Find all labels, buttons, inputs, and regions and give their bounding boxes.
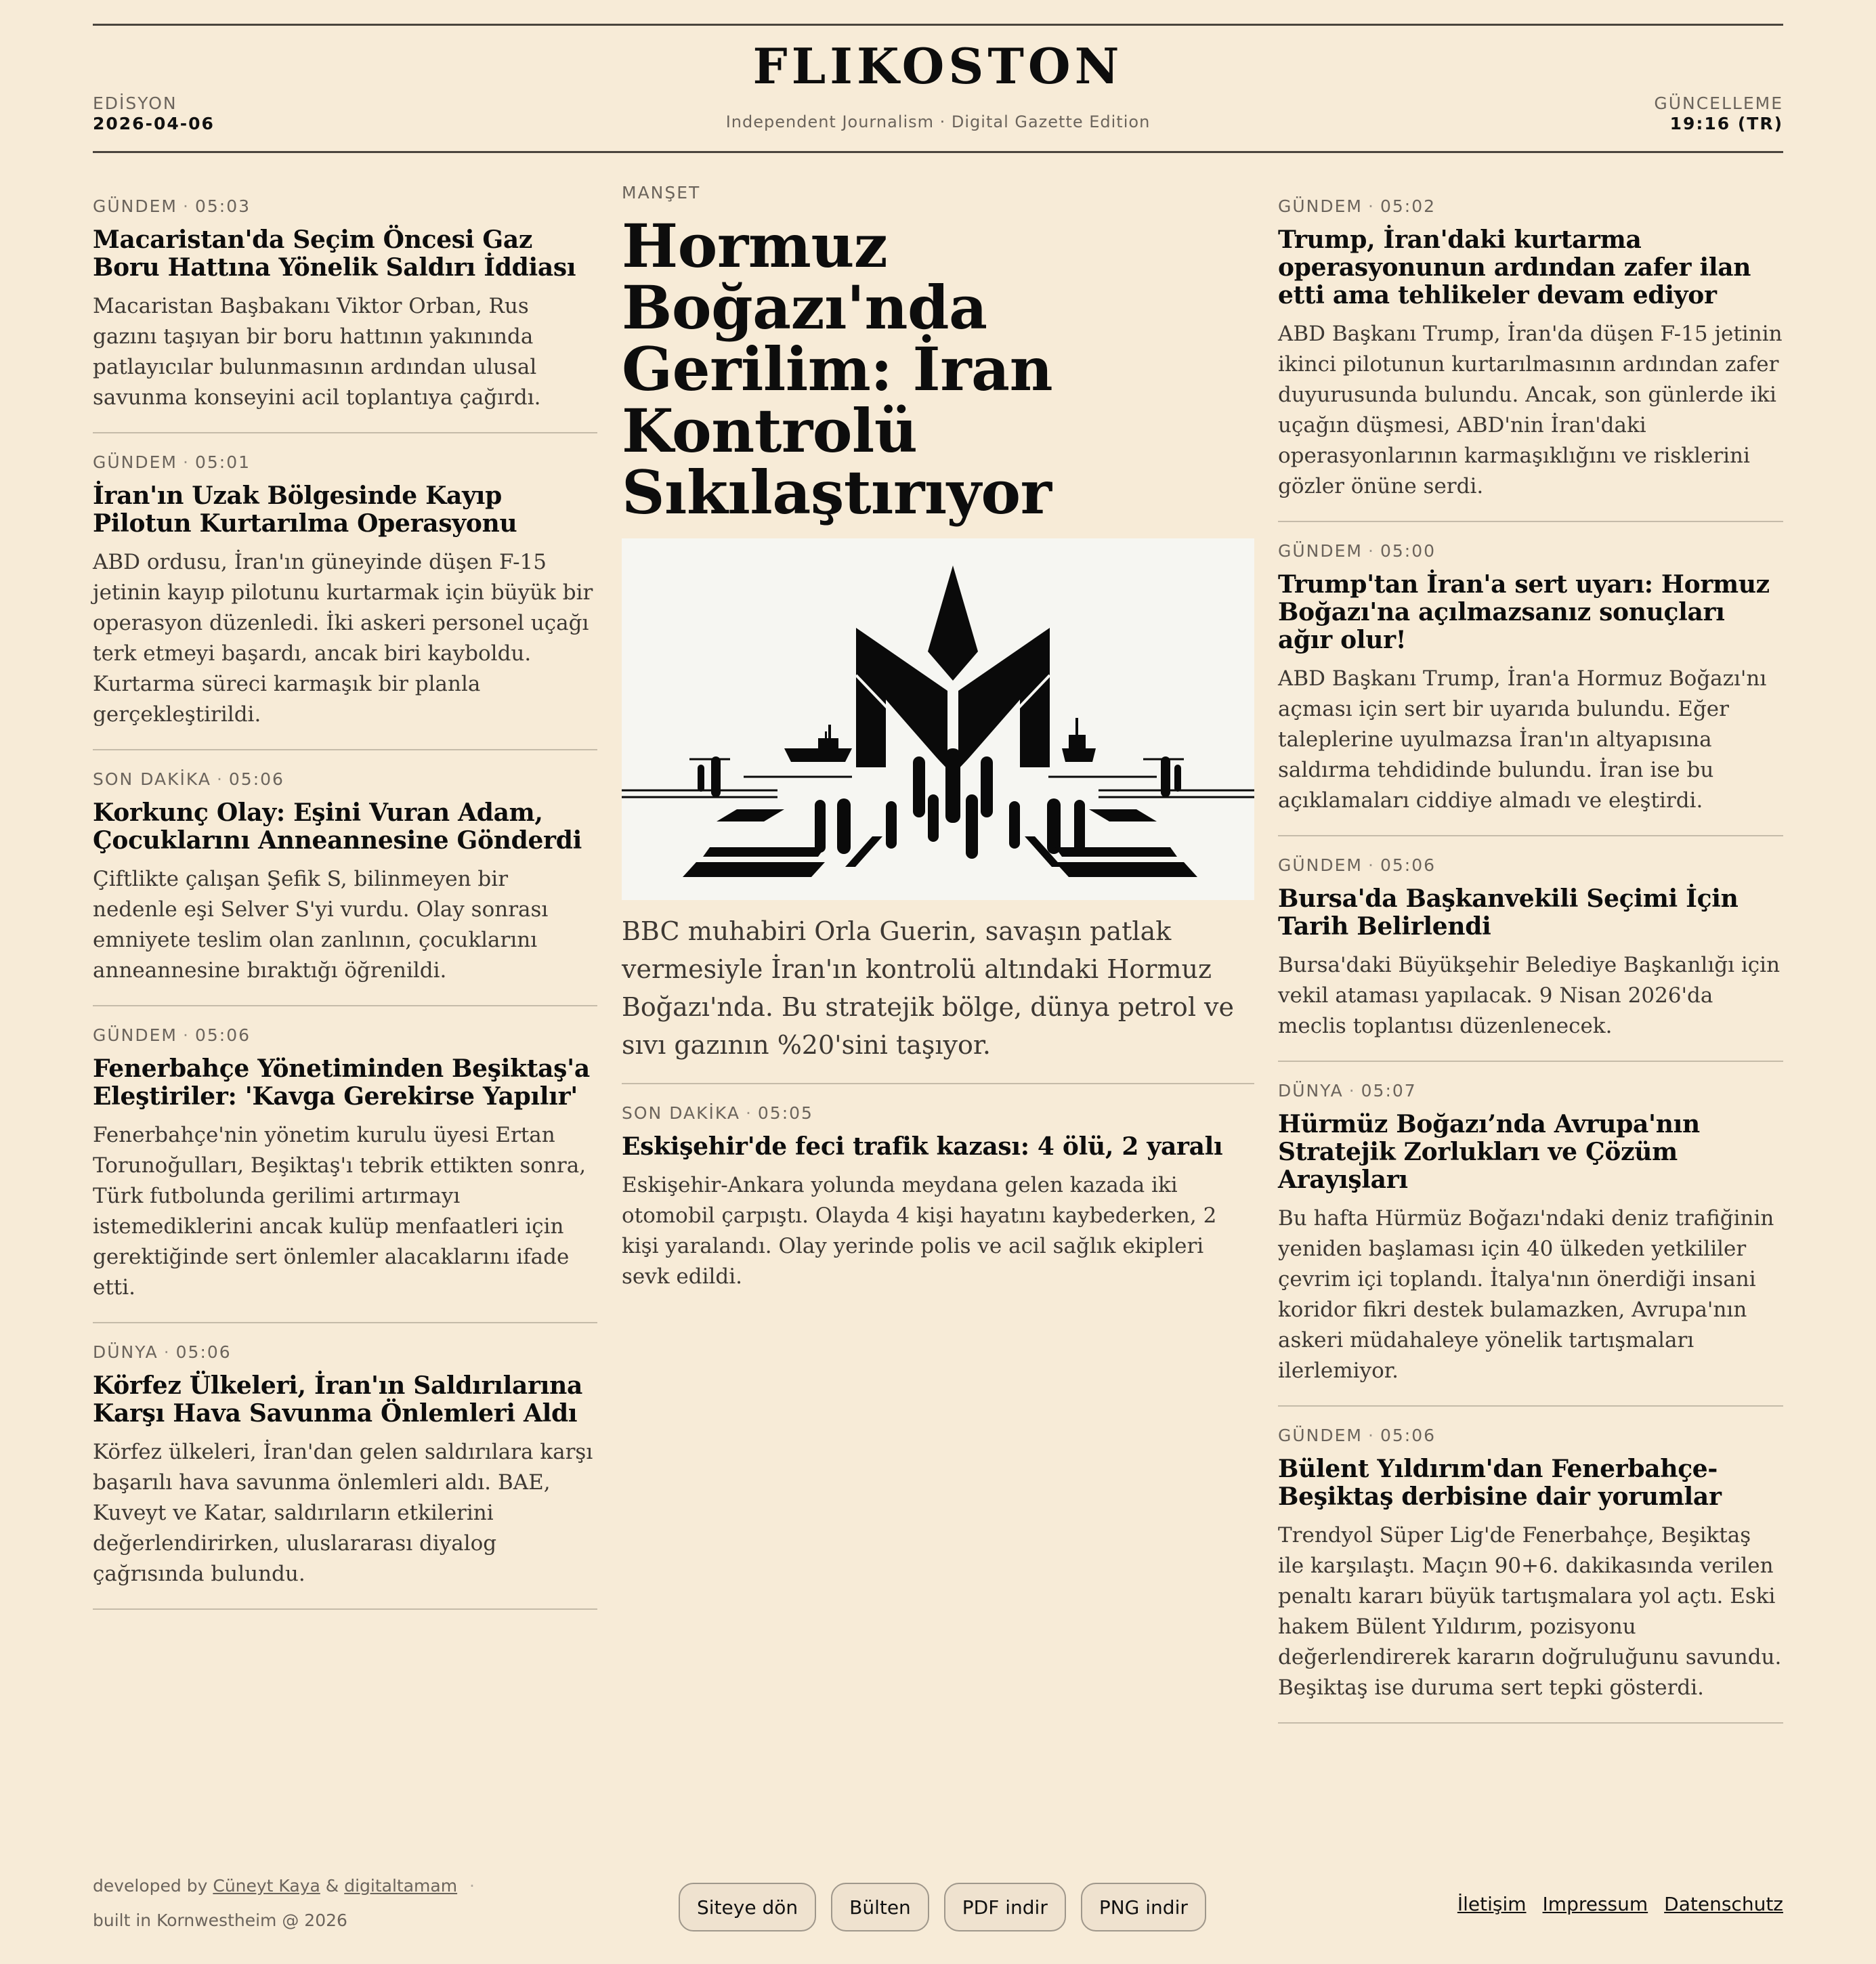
left-column xyxy=(93,196,597,1629)
story-time: 05:03 xyxy=(194,196,251,216)
story-card[interactable] xyxy=(93,1342,597,1610)
organization-link[interactable]: digitaltamam xyxy=(344,1876,458,1896)
story-time: 05:01 xyxy=(194,452,251,472)
kicker-separator: · xyxy=(183,196,190,216)
story-headline[interactable]: Trump, İran'daki kurtarma operasyonunun ardından zafer ilan etti ama tehlikeler devam ediyor xyxy=(1278,226,1751,309)
story-headline[interactable]: Macaristan'da Seçim Öncesi Gaz Boru Hattına Yönelik Saldırı İddiası xyxy=(93,226,576,282)
update-time: 19:16 (TR) xyxy=(1669,114,1783,133)
story-card[interactable] xyxy=(622,1103,1254,1292)
story-summary: Macaristan Başbakanı Viktor Orban, Rus gazını taşıyan bir boru hattının yakınında patlayıcılar bulunmasının ardından ulusal savunma konseyini acil toplantıya çağırdı. xyxy=(93,294,541,410)
story-time: 05:06 xyxy=(175,1342,232,1362)
story-category: DÜNYA xyxy=(93,1342,158,1362)
story-card[interactable] xyxy=(1278,196,1783,522)
kicker-separator: · xyxy=(1368,1426,1375,1445)
story-summary: Bu hafta Hürmüz Boğazı'ndaki deniz trafiğinin yeniden başlaması için 40 ülkeden yetkililer çevrim içi toplandı. İtalya'nın önerdiği insani koridor fikri destek bulamazken, Avrupa'nın askeri müdahaleye yönelik tartışmaları ilerlemiyor. xyxy=(1278,1206,1774,1383)
privacy-link[interactable]: Datenschutz xyxy=(1664,1893,1783,1915)
kicker-separator: · xyxy=(163,1342,171,1362)
back-to-site-button[interactable]: Siteye dön xyxy=(679,1883,816,1931)
kicker-separator: · xyxy=(1368,855,1375,875)
story-headline[interactable]: Bursa'da Başkanvekili Seçimi İçin Tarih Belirlendi xyxy=(1278,884,1739,941)
story-headline[interactable]: Korkunç Olay: Eşini Vuran Adam, Çocuklarını Anneannesine Gönderdi xyxy=(93,798,582,855)
story-time: 05:05 xyxy=(757,1103,813,1123)
update-info xyxy=(1654,93,1783,134)
story-time: 05:00 xyxy=(1380,541,1436,561)
story-category: SON DAKİKA xyxy=(622,1103,740,1123)
lead-label: MANŞET xyxy=(622,183,701,202)
update-label: GÜNCELLEME xyxy=(1654,93,1783,113)
footer-links xyxy=(1457,1893,1783,1915)
built-in-text: built in Kornwestheim @ 2026 xyxy=(93,1910,347,1930)
right-column xyxy=(1278,196,1783,1743)
story-card[interactable] xyxy=(93,452,597,750)
edition-label: EDİSYON xyxy=(93,93,177,113)
story-headline[interactable]: Eskişehir'de feci trafik kazası: 4 ölü, 2 yaralı xyxy=(622,1132,1223,1161)
story-card[interactable] xyxy=(1278,541,1783,836)
story-kicker xyxy=(93,196,597,217)
story-headline[interactable]: Trump'tan İran'a sert uyarı: Hormuz Boğazı'na açılmazsanız sonuçları ağır olur! xyxy=(1278,570,1770,654)
footer-credits xyxy=(93,1876,475,1945)
story-kicker xyxy=(1278,1426,1783,1446)
developer-credit xyxy=(93,1876,475,1896)
credit-separator: · xyxy=(469,1876,475,1896)
kicker-separator: · xyxy=(1348,1081,1356,1101)
story-summary: Eskişehir-Ankara yolunda meydana gelen kazada iki otomobil çarpıştı. Olayda 4 kişi hayatını kaybederken, 2 kişi yaralandı. Olay yerinde polis ve acil sağlık ekipleri sevk edildi. xyxy=(622,1173,1217,1289)
masthead-top-rule xyxy=(93,24,1783,26)
story-category: SON DAKİKA xyxy=(93,769,211,789)
site-tagline: Independent Journalism · Digital Gazette Edition xyxy=(725,112,1151,131)
story-category: GÜNDEM xyxy=(93,1025,177,1045)
story-summary: ABD ordusu, İran'ın güneyinde düşen F-15 jetinin kayıp pilotunu kurtarmak için büyük bir operasyon düzenledi. İki askeri personel uçağı terk etmeyi başardı, ancak biri kayboldu. Kurtarma süreci karmaşık bir planla gerçekleştirildi. xyxy=(93,550,593,727)
story-headline[interactable]: Bülent Yıldırım'dan Fenerbahçe-Beşiktaş derbisine dair yorumlar xyxy=(1278,1455,1722,1511)
story-card[interactable] xyxy=(1278,855,1783,1062)
kicker-separator: · xyxy=(216,769,223,789)
story-category: GÜNDEM xyxy=(1278,1426,1363,1445)
story-card[interactable] xyxy=(93,1025,597,1323)
story-time: 05:06 xyxy=(1380,1426,1436,1445)
developed-by-text: developed by xyxy=(93,1876,208,1896)
lead-headline[interactable]: Hormuz Boğazı'nda Gerilim: İran Kontrolü Sıkılaştırıyor xyxy=(622,211,1053,528)
story-category: GÜNDEM xyxy=(93,452,177,472)
story-summary: Bursa'daki Büyükşehir Belediye Başkanlığı için vekil ataması yapılacak. 9 Nisan 2026'da meclis toplantısı düzenlenecek. xyxy=(1278,953,1781,1038)
site-title: FLIKOSTON xyxy=(752,37,1124,95)
story-time: 05:02 xyxy=(1380,196,1436,216)
center-column xyxy=(622,183,1254,1311)
story-time: 05:06 xyxy=(1380,855,1436,875)
story-kicker xyxy=(1278,196,1783,217)
story-kicker xyxy=(622,1103,1254,1124)
story-kicker xyxy=(1278,1081,1783,1101)
download-png-button[interactable]: PNG indir xyxy=(1081,1883,1206,1931)
story-kicker xyxy=(93,452,597,473)
kicker-separator: · xyxy=(1368,196,1375,216)
lead-image[interactable] xyxy=(622,538,1254,900)
impressum-link[interactable]: Impressum xyxy=(1542,1893,1648,1915)
developer-link[interactable]: Cüneyt Kaya xyxy=(213,1876,320,1896)
story-card[interactable] xyxy=(93,196,597,433)
story-summary: Çiftlikte çalışan Şefik S, bilinmeyen bir nedenle eşi Selver S'yi vurdu. Olay sonrası emniyete teslim olan zanlının, çocuklarını anneannesine bıraktığı öğrenildi. xyxy=(93,867,549,983)
newsletter-button[interactable]: Bülten xyxy=(831,1883,929,1931)
story-category: GÜNDEM xyxy=(1278,855,1363,875)
story-category: GÜNDEM xyxy=(1278,196,1363,216)
story-time: 05:06 xyxy=(228,769,284,789)
lead-story[interactable] xyxy=(622,183,1254,1084)
story-card[interactable] xyxy=(1278,1426,1783,1724)
story-category: GÜNDEM xyxy=(93,196,177,216)
story-headline[interactable]: Körfez Ülkeleri, İran'ın Saldırılarına Karşı Hava Savunma Önlemleri Aldı xyxy=(93,1371,582,1428)
lead-summary: BBC muhabiri Orla Guerin, savaşın patlak vermesiyle İran'ın kontrolü altındaki Hormuz Boğazı'nda. Bu stratejik bölge, dünya petrol ve sıvı gazının %20'sini taşıyor. xyxy=(622,912,1254,1084)
contact-link[interactable]: İletişim xyxy=(1457,1893,1527,1915)
story-time: 05:06 xyxy=(194,1025,251,1045)
footer-actions xyxy=(679,1883,1206,1931)
story-time: 05:07 xyxy=(1361,1081,1417,1101)
story-headline[interactable]: Hürmüz Boğazı’nda Avrupa'nın Stratejik Zorlukları ve Çözüm Arayışları xyxy=(1278,1110,1700,1194)
story-category: GÜNDEM xyxy=(1278,541,1363,561)
download-pdf-button[interactable]: PDF indir xyxy=(944,1883,1066,1931)
story-card[interactable] xyxy=(1278,1081,1783,1407)
story-summary: Fenerbahçe'nin yönetim kurulu üyesi Ertan Torunoğulları, Beşiktaş'ı tebrik ettikten sonra, Türk futbolunda gerilimi artırmayı istemediklerini ancak kulüp menfaatleri için gerektiğinde sert önlemler alacaklarını ifade etti. xyxy=(93,1123,587,1300)
story-kicker xyxy=(93,1025,597,1046)
story-headline[interactable]: İran'ın Uzak Bölgesinde Kayıp Pilotun Kurtarılma Operasyonu xyxy=(93,482,517,538)
story-card[interactable] xyxy=(93,769,597,1006)
story-summary: Trendyol Süper Lig'de Fenerbahçe, Beşiktaş ile karşılaştı. Maçın 90+6. dakikasında verilen penaltı kararı büyük tartışmalara yol açtı. Eski hakem Bülent Yıldırım, pozisyonu değerlendirerek kararın doğruluğunu savundu. Beşiktaş ise duruma sert tepki gösterdi. xyxy=(1278,1523,1782,1700)
edition-date: 2026-04-06 xyxy=(93,114,215,133)
story-summary: ABD Başkanı Trump, İran'a Hormuz Boğazı'nı açması için sert bir uyarıda bulundu. Eğer taleplerine uyulmazsa İran'ın altyapısına saldırma tehdidinde bulundu. İran ise bu açıklamaları ciddiye almadı ve eleştirdi. xyxy=(1278,666,1767,813)
kicker-separator: · xyxy=(183,1025,190,1045)
story-kicker xyxy=(1278,855,1783,876)
story-summary: ABD Başkanı Trump, İran'da düşen F-15 jetinin ikinci pilotunun kurtarılmasının ardından zafer duyurusunda bulundu. Ancak, son günlerde iki uçağın düşmesi, ABD'nin İran'daki operasyonlarının karmaşıklığını ve risklerini gözler önüne serdi. xyxy=(1278,322,1783,498)
kicker-separator: · xyxy=(745,1103,752,1123)
ampersand: & xyxy=(325,1876,339,1896)
kicker-separator: · xyxy=(183,452,190,472)
story-category: DÜNYA xyxy=(1278,1081,1344,1101)
story-kicker xyxy=(93,1342,597,1363)
masthead-bottom-rule xyxy=(93,151,1783,153)
story-kicker xyxy=(1278,541,1783,561)
kicker-separator: · xyxy=(1368,541,1375,561)
story-headline[interactable]: Fenerbahçe Yönetiminden Beşiktaş'a Eleştiriler: 'Kavga Gerekirse Yapılır' xyxy=(93,1054,590,1111)
story-kicker xyxy=(93,769,597,790)
story-summary: Körfez ülkeleri, İran'dan gelen saldırılara karşı başarılı hava savunma önlemleri aldı. BAE, Kuveyt ve Katar, saldırıların etkilerini değerlendirirken, uluslararası diyalog çağrısında bulundu. xyxy=(93,1440,593,1586)
